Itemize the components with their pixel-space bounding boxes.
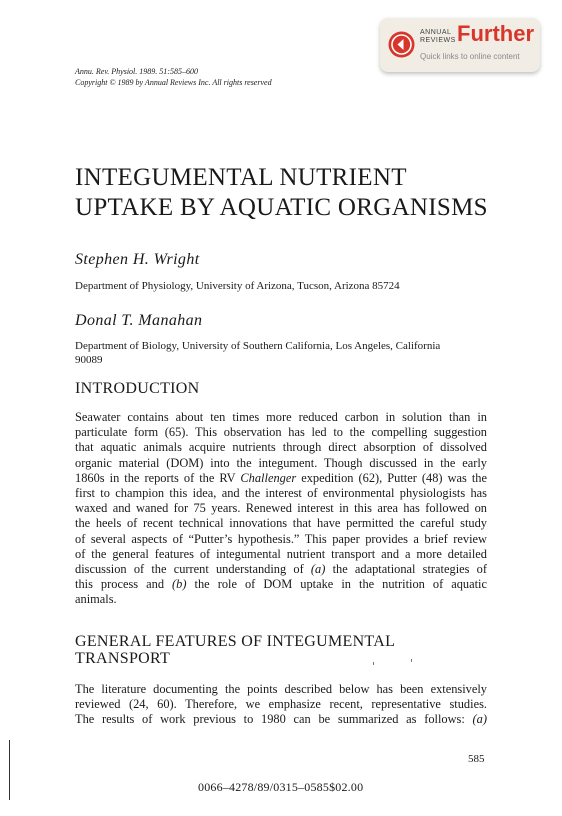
badge-annual-reviews [420,29,456,45]
text-line: reviewed (24, 60). Therefore, we emphasize recent, representative studies. [75,697,487,712]
text-line: of several aspects of “Putter’s hypothesis.” This paper provides a brief review [75,531,487,546]
general-features-paragraph [75,682,487,728]
page-number: 585 [468,753,485,765]
text-line: waxed and waned for 75 years. Renewed interest in this area has followed on [75,501,487,516]
annual-reviews-logo-icon [388,31,415,58]
title-line: UPTAKE BY AQUATIC ORGANISMS [75,194,488,221]
author-name: Donal T. Manahan [75,312,203,329]
introduction-paragraph [75,410,487,608]
text-line: Seawater contains about ten times more reduced carbon in solution than in [75,410,487,424]
copyright-line: Copyright © 1989 by Annual Reviews Inc. All rights reserved [75,78,272,87]
text-line: the heels of recent technical innovations that have permitted the careful study [75,516,487,531]
text-run: the role of DOM uptake in the nutrition of aquatic [186,577,487,592]
text-line: particulate form (65). This observation has led to the compelling suggestion [75,425,487,440]
heading-line: TRANSPORT [75,650,171,667]
text-line: animals. [75,592,117,607]
annual-reviews-further-badge[interactable] [380,18,540,72]
journal-citation [75,66,272,88]
text-line: first to champion this idea, and the interest of environmental physiologists has [75,486,487,501]
badge-reviews: REVIEWS [420,37,456,44]
text-line: The literature documenting the points described below has been extensively [75,682,487,696]
affiliation-line: Department of Biology, University of Southern California, Los Angeles, California [75,340,441,352]
section-heading-introduction: INTRODUCTION [75,380,200,397]
text-run: The results of work previous to 1980 can be summarized as follows: [75,712,473,727]
text-line: organic material (DOM) into the integument. Though discussed in the early [75,455,487,470]
heading-line: GENERAL FEATURES OF INTEGUMENTAL [75,633,396,650]
article-title [75,163,488,223]
text-run: 1860s in the reports of the RV [75,470,241,485]
text-line [75,712,487,727]
text-run: the adaptational strategies of [325,562,487,577]
list-marker: (b) [172,577,187,592]
author-affiliation [75,339,495,367]
section-heading-general-features [75,633,395,667]
badge-annual: ANNUAL [420,29,452,36]
title-line: INTEGUMENTAL NUTRIENT [75,164,407,191]
text-run: expedition (62), Putter (48) was the [296,470,487,485]
article-price-code: 0066–4278/89/0315–0585$02.00 [198,780,364,794]
text-line [75,471,487,486]
badge-further-label: Further [457,21,534,46]
author-name: Stephen H. Wright [75,251,200,268]
citation-line: Annu. Rev. Physiol. 1989. 51:585–600 [75,67,198,76]
text-line: that aquatic animals acquire nutrients through direct absorption of dissolved [75,440,487,455]
text-line [75,577,487,592]
text-line [75,562,487,577]
badge-tagline: Quick links to online content [420,52,520,61]
affiliation-line: 90089 [75,354,103,366]
text-line: of the general features of integumental nutrient transport and a more detailed [75,546,487,561]
margin-rule [9,740,10,800]
list-marker: (a) [472,712,487,727]
text-run: discussion of the current understanding of [75,562,311,577]
list-marker: (a) [310,562,326,577]
scan-speck [373,662,374,665]
scan-speck [411,659,412,662]
author-affiliation: Department of Physiology, University of Arizona, Tucson, Arizona 85724 [75,280,400,292]
text-run: this process and [75,577,173,592]
ship-name: Challenger [240,470,297,485]
